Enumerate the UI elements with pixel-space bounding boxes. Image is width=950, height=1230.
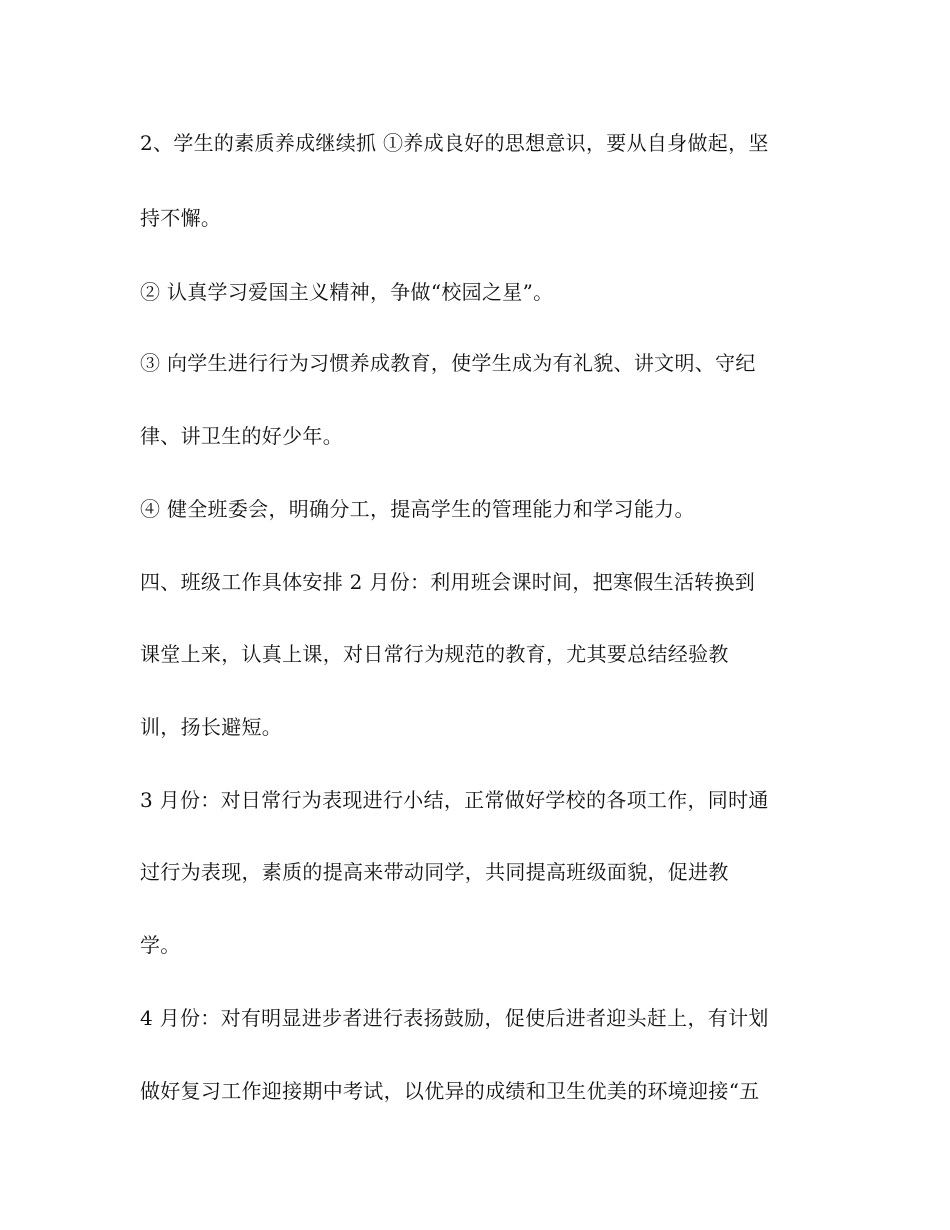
text-line-5: 律、讲卫生的好少年。 bbox=[140, 424, 343, 448]
text-line-6: ④ 健全班委会，明确分工，提高学生的管理能力和学习能力。 bbox=[140, 497, 695, 521]
text-line-10: 3 月份：对日常行为表现进行小结，正常做好学校的各项工作，同时通 bbox=[140, 788, 769, 812]
text-line-9: 训，扬长避短。 bbox=[140, 715, 283, 739]
text-line-8: 课堂上来，认真上课，对日常行为规范的教育，尤其要总结经验教 bbox=[140, 642, 729, 666]
text-line-7: 四、班级工作具体安排 2 月份：利用班会课时间，把寒假生活转换到 bbox=[140, 570, 756, 594]
text-line-4: ③ 向学生进行行为习惯养成教育，使学生成为有礼貌、讲文明、守纪 bbox=[140, 351, 756, 375]
text-line-14: 做好复习工作迎接期中考试，以优异的成绩和卫生优美的环境迎接“五 bbox=[140, 1079, 760, 1103]
text-line-12: 学。 bbox=[140, 933, 181, 957]
text-line-3: ② 认真学习爱国主义精神，争做“校园之星”。 bbox=[140, 280, 554, 304]
text-line-13: 4 月份：对有明显进步者进行表扬鼓励，促使后进者迎头赶上，有计划 bbox=[140, 1006, 769, 1030]
text-line-1: 2、学生的素质养成继续抓 ①养成良好的思想意识，要从自身做起，坚 bbox=[140, 131, 769, 155]
text-line-2: 持不懈。 bbox=[140, 206, 222, 230]
text-line-11: 过行为表现，素质的提高来带动同学，共同提高班级面貌，促进教 bbox=[140, 860, 729, 884]
